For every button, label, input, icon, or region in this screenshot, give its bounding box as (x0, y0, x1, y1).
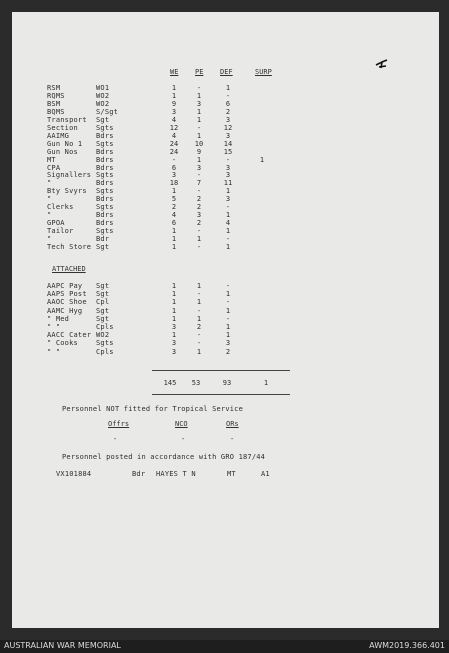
ink-mark (372, 57, 392, 71)
row-grade: Sgt (96, 282, 110, 290)
not-fitted-text: Personnel NOT fitted for Tropical Service (62, 405, 243, 413)
offrs-value: - (113, 435, 118, 443)
ors-label: ORs (226, 420, 239, 428)
row-rank: Signallers (47, 171, 92, 180)
row-pe: - (196, 171, 202, 180)
row-rank: BSM (47, 99, 61, 108)
footer-bar (0, 640, 449, 653)
row-we: 6 (171, 163, 177, 172)
offrs-label: Offrs (108, 420, 130, 428)
row-rank: " " (47, 323, 61, 331)
row-def: 2 (225, 347, 231, 356)
total-pe: 53 (191, 379, 201, 387)
row-grade: Sgts (96, 139, 114, 148)
row-rank: GPOA (47, 219, 65, 228)
attached-heading: ATTACHED (52, 265, 86, 273)
row-def: 3 (225, 131, 231, 140)
row-def: 3 (225, 163, 231, 172)
row-pe: - (196, 290, 202, 299)
row-rank: Gun Nos (47, 147, 78, 156)
posted-number: VX101884 (56, 470, 92, 478)
row-rank: " (47, 235, 52, 244)
row-def: - (225, 282, 231, 290)
row-we: - (171, 155, 177, 164)
row-we: 1 (171, 282, 177, 290)
row-rank: AAPC Pay (47, 282, 83, 290)
row-we: 9 (171, 99, 177, 108)
row-we: 1 (171, 91, 177, 100)
header-surp: SURP (255, 68, 272, 76)
row-def: 12 (223, 123, 233, 132)
row-we: 6 (171, 219, 177, 228)
row-we: 4 (171, 131, 177, 140)
row-def: - (225, 298, 231, 307)
row-def: 1 (225, 84, 231, 92)
header-pe: PE (195, 68, 204, 76)
row-rank: RSM (47, 84, 61, 92)
row-grade: Cpls (96, 323, 114, 331)
row-rank: AACC Cater (47, 331, 92, 340)
row-def: - (225, 203, 231, 212)
row-def: 4 (225, 219, 231, 228)
row-we: 1 (171, 84, 177, 92)
row-pe: 1 (196, 115, 202, 124)
row-grade: Bdrs (96, 179, 114, 188)
row-grade: Bdrs (96, 195, 114, 204)
totals-bottom-rule (152, 394, 290, 395)
row-grade: Bdrs (96, 219, 114, 228)
row-we: 3 (171, 339, 177, 348)
row-pe: 3 (196, 163, 202, 172)
ors-value: - (230, 435, 235, 443)
row-pe: 1 (196, 91, 202, 100)
row-we: 3 (171, 347, 177, 356)
row-rank: " (47, 195, 52, 204)
row-pe: 3 (196, 99, 202, 108)
row-pe: 3 (196, 211, 202, 220)
row-we: 12 (169, 123, 179, 132)
row-pe: - (196, 187, 202, 196)
footer-credit: AUSTRALIAN WAR MEMORIAL (4, 641, 121, 650)
row-pe: - (196, 123, 202, 132)
row-grade: Cpl (96, 298, 110, 307)
row-rank: " (47, 211, 52, 220)
row-rank: " (47, 179, 52, 188)
row-rank: CPA (47, 163, 61, 172)
row-grade: Bdrs (96, 211, 114, 220)
row-we: 4 (171, 211, 177, 220)
row-def: - (225, 155, 231, 164)
row-def: 3 (225, 115, 231, 124)
row-def: 2 (225, 107, 231, 116)
totals-top-rule (152, 370, 290, 371)
row-we: 1 (171, 187, 177, 196)
total-surp: 1 (263, 379, 269, 387)
row-grade: Sgts (96, 203, 114, 212)
row-pe: - (196, 84, 202, 92)
row-we: 3 (171, 171, 177, 180)
posted-grade: A1 (261, 470, 270, 478)
row-we: 24 (169, 147, 179, 156)
row-def: 3 (225, 171, 231, 180)
row-rank: Tailor (47, 227, 74, 236)
row-rank: Transport (47, 115, 87, 124)
row-we: 18 (169, 179, 179, 188)
row-grade: WO2 (96, 91, 110, 100)
row-grade: WO2 (96, 99, 110, 108)
row-def: 3 (225, 195, 231, 204)
row-we: 1 (171, 290, 177, 299)
row-grade: Sgts (96, 187, 114, 196)
row-grade: WO2 (96, 331, 110, 340)
row-def: 1 (225, 227, 231, 236)
row-pe: 1 (196, 347, 202, 356)
row-def: 15 (223, 147, 233, 156)
row-we: 2 (171, 203, 177, 212)
row-rank: Bty Svyrs (47, 187, 87, 196)
row-rank: " " (47, 347, 61, 356)
row-def: - (225, 314, 231, 323)
row-we: 24 (169, 139, 179, 148)
row-we: 1 (171, 227, 177, 236)
row-rank: Section (47, 123, 78, 132)
row-pe: 7 (196, 179, 202, 188)
nco-value: - (181, 435, 186, 443)
header-def: DEF (220, 68, 233, 76)
row-grade: Bdrs (96, 131, 114, 140)
row-pe: - (196, 339, 202, 348)
row-pe: 1 (196, 282, 202, 290)
row-pe: - (196, 331, 202, 340)
row-pe: 2 (196, 195, 202, 204)
row-pe: 2 (196, 219, 202, 228)
row-grade: Cpls (96, 347, 114, 356)
row-we: 1 (171, 298, 177, 307)
row-we: 4 (171, 115, 177, 124)
row-pe: 1 (196, 131, 202, 140)
row-def: 14 (223, 139, 233, 148)
row-rank: Tech Store (47, 243, 92, 251)
row-def: 1 (225, 290, 231, 299)
nco-label: NCO (175, 420, 188, 428)
row-we: 1 (171, 235, 177, 244)
row-surp: 1 (259, 155, 265, 164)
row-rank: " Med (47, 314, 70, 323)
row-we: 1 (171, 243, 177, 251)
row-pe: 1 (196, 235, 202, 244)
row-pe: 2 (196, 323, 202, 331)
row-rank: MT (47, 155, 56, 164)
row-we: 5 (171, 195, 177, 204)
row-grade: WO1 (96, 84, 110, 92)
row-rank: Clerks (47, 203, 74, 212)
row-def: 1 (225, 211, 231, 220)
row-pe: 1 (196, 107, 202, 116)
row-we: 3 (171, 107, 177, 116)
row-rank: AAPS Post (47, 290, 87, 299)
row-grade: Bdr (96, 235, 110, 244)
row-def: 1 (225, 323, 231, 331)
row-grade: Bdrs (96, 163, 114, 172)
row-grade: Sgts (96, 227, 114, 236)
row-grade: Bdrs (96, 147, 114, 156)
total-we: 145 (163, 379, 177, 387)
row-def: 1 (225, 243, 231, 251)
row-pe: 1 (196, 155, 202, 164)
row-pe: 2 (196, 203, 202, 212)
row-rank: AAOC Shoe (47, 298, 87, 307)
posted-role: MT (227, 470, 236, 478)
row-we: 1 (171, 331, 177, 340)
row-grade: Sgts (96, 171, 114, 180)
row-pe: 10 (194, 139, 204, 148)
row-pe: - (196, 227, 202, 236)
row-grade: Sgt (96, 306, 110, 315)
row-we: 1 (171, 306, 177, 315)
row-pe: 9 (196, 147, 202, 156)
row-rank: Gun No 1 (47, 139, 83, 148)
row-rank: RQMS (47, 91, 65, 100)
posted-text: Personnel posted in accordance with GRO 187/44 (62, 453, 266, 461)
row-grade: Sgt (96, 243, 110, 251)
row-grade: Sgt (96, 314, 110, 323)
row-rank: AAMC Hyg (47, 306, 83, 315)
row-grade: Sgt (96, 290, 110, 299)
row-pe: 1 (196, 298, 202, 307)
row-we: 3 (171, 323, 177, 331)
row-rank: BQMS (47, 107, 65, 116)
row-def: 1 (225, 331, 231, 340)
row-def: 3 (225, 339, 231, 348)
row-grade: S/Sgt (96, 107, 119, 116)
row-def: 1 (225, 187, 231, 196)
posted-rank: Bdr (132, 470, 146, 478)
row-grade: Sgts (96, 339, 114, 348)
row-rank: AAIMG (47, 131, 70, 140)
row-grade: Sgts (96, 123, 114, 132)
row-def: 1 (225, 306, 231, 315)
row-grade: Bdrs (96, 155, 114, 164)
total-def: 93 (222, 379, 232, 387)
row-def: 11 (223, 179, 233, 188)
row-pe: - (196, 243, 202, 251)
row-def: 6 (225, 99, 231, 108)
row-grade: Sgt (96, 115, 110, 124)
row-def: - (225, 235, 231, 244)
row-pe: 1 (196, 314, 202, 323)
row-rank: " Cooks (47, 339, 78, 348)
header-we: WE (170, 68, 179, 76)
row-we: 1 (171, 314, 177, 323)
footer-reference: AWM2019.366.401 (369, 641, 445, 650)
row-pe: - (196, 306, 202, 315)
row-def: - (225, 91, 231, 100)
posted-name: HAYES T N (156, 470, 196, 478)
